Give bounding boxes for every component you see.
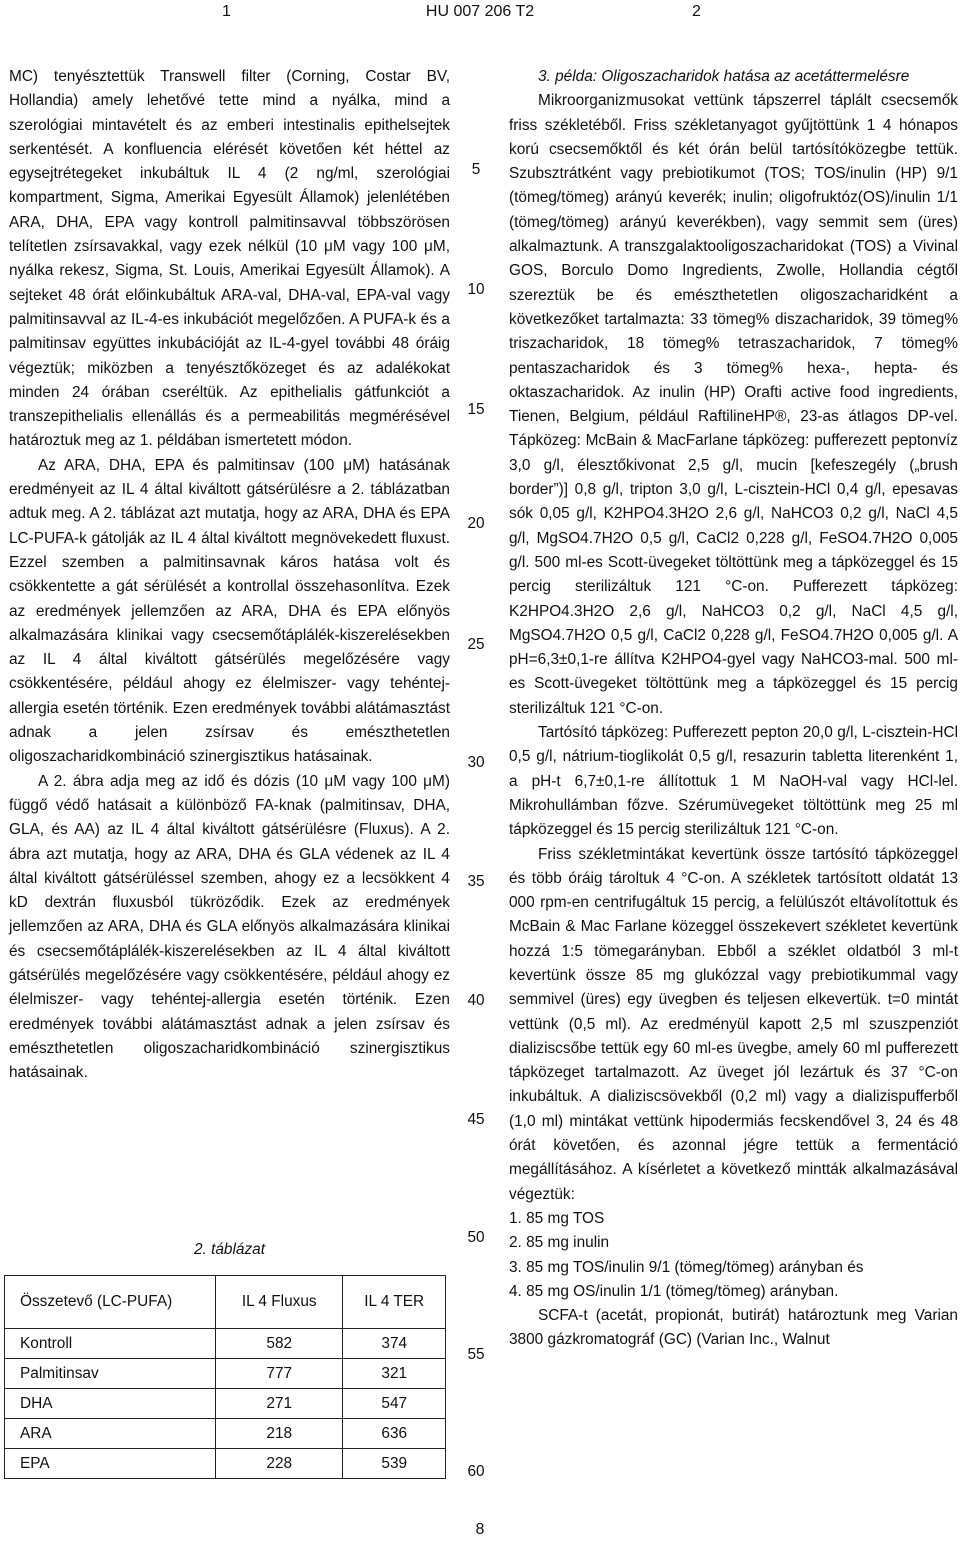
results-table: [4, 1275, 446, 1479]
list-item: 4. 85 mg OS/inulin 1/1 (tömeg/tömeg) arányban.: [509, 1282, 839, 1300]
table-cell: 228: [216, 1449, 343, 1479]
line-number: 15: [467, 401, 485, 418]
table-cell: EPA: [5, 1449, 216, 1479]
table-header: Összetevő (LC-PUFA): [5, 1276, 216, 1329]
line-number: 60: [467, 1463, 485, 1480]
right-paragraph-1: Mikroorganizmusokat vettünk tápszerrel táplált csecsemők friss székletéből. Friss székletanyagot gyűjtöttünk 1 4 hónapos korú csecsemőktől és két órán belül tartósítóközegbe tettük. Szubsztrátként vagy prebiotikumot (TOS; TOS/inulin (HP) 9/1 (tömeg/tömeg) arányú keverék; inulin; oligofruktóz(OS)/inulin 1/1 (tömeg/tömeg) arányú keverékben), vagy semmit sem (üres) alkalmaztunk. A transzgalaktooligoszacharidokat (TOS) a Vivinal GOS, Borculo Domo Ingredients, Zwolle, Hollandia cégtől szereztük be és emészthetetlen oligoszacharidként a következőket tartalmazta: 33 tömeg% diszacharidok, 39 tömeg% triszacharidok, 18 tömeg% tetraszacharidok, 7 tömeg% pentaszacharidok és 3 tömeg% hexa-, hepta- és oktaszacharidok. Az inulin (HP) Orafti active food ingredients, Tienen, Belgium, például RaftilineHP®, 23-as átlagos DP-vel. Tápközeg: McBain & MacFarlane tápközeg: pufferezett peptonvíz 3,0 g/l, élesztőkivonat 2,5 g/l, mucin [kefeszegély („brush border”)] 0,8 g/l, tripton 3,0 g/l, L-cisztein-HCl 0,4 g/l, epesavas sók 0,05 g/l, K2HPO4.3H2O 2,6 g/l, NaHCO3 0,2 g/l, NaCl 4,5 g/l, MgSO4.7H2O 0,5 g/l, CaCl2 0,228 g/l, FeSO4.7H2O 0,005 g/l. 500 ml-es Scott-üvegeket töltöttünk meg a tápközeggel és 15 percig sterilizáltuk 121 °C-on. Pufferezett tápközeg: K2HPO4.3H2O 2,6 g/l, NaHCO3 0,2 g/l, NaCl 4,5 g/l, MgSO4.7H2O 0,5 g/l, CaCl2 0,228 g/l, FeSO4.7H2O 0,005 g/l. A pH=6,3±0,1-re állítva K2HPO4-gyel vagy NaHCO3-mal. 500 ml-es Scott-üvegeket töltöttünk meg a tápközeggel és 15 percig sterilizáltuk 121 °C-on.: [509, 92, 958, 717]
table-row: [5, 1389, 446, 1419]
table-cell: Kontroll: [5, 1329, 216, 1359]
left-paragraph-3: A 2. ábra adja meg az idő és dózis (10 μM vagy 100 μM) függő védő hatásait a különböző FA-knak (palmitinsav, DHA, GLA, és AA) az IL 4 által kiváltott gátsérülésre (Fluxus). A 2. ábra azt mutatja, hogy az ARA, DHA és GLA védenek az IL 4 által kiváltott gátsérüléssel szemben, ahogy ez a lecsökkent 4 kD dextrán fluxusból tükröződik. Ezek az eredmények jellemzően az ARA, DHA és GLA előnyös alkalmazására klinikai és csecsemőtáplálék-kiszerelésekben az IL 4 által kiváltott gátsérülés megelőzésére vagy csökkentésére, például ahogy ez élelmiszer- vagy tehéntej-allergia esetén történik. Ezen eredmények további alátámasztást adnak a jelen zsírsav és emészthetetlen oligoszacharidkombináció szinergisztikus hatásainak.: [9, 772, 450, 1082]
table-header: IL 4 TER: [343, 1276, 446, 1329]
table-row: [5, 1329, 446, 1359]
list-item: 1. 85 mg TOS: [509, 1209, 605, 1227]
line-number: 30: [467, 754, 485, 771]
example-heading: 3. példa: Oligoszacharidok hatása az acetáttermelésre: [538, 68, 910, 85]
header-right-number: 2: [692, 3, 701, 20]
table-cell: 218: [216, 1419, 343, 1449]
line-number: 20: [467, 515, 485, 532]
header-left-number: 1: [222, 3, 231, 20]
line-numbers: [455, 0, 497, 1541]
table-cell: 547: [343, 1389, 446, 1419]
table-cell: 636: [343, 1419, 446, 1449]
line-number: 45: [467, 1111, 485, 1128]
table-cell: 321: [343, 1359, 446, 1389]
table-cell: 777: [216, 1359, 343, 1389]
left-paragraph-2: Az ARA, DHA, EPA és palmitinsav (100 μM) hatásának eredményeit az IL 4 által kiváltott gátsérülésre a 2. táblázatban adtuk meg. A 2. táblázat azt mutatja, hogy az ARA, DHA és EPA LC-PUFA-k gátolják az IL 4 által kiváltott megnövekedett fluxust. Ezzel szemben a palmitinsavnak káros hatása volt és csökkentette a gát sérülését a kontrollal összehasonlítva. Ezek az eredmények jellemzően az ARA, DHA és EPA előnyös alkalmazására klinikai vagy csecsemőtáplálék-kiszerelésekben az IL 4 által kiváltott gátsérülés megelőzésére vagy csökkentésére, például ahogy ez élelmiszer- vagy tehéntej-allergia esetén történik. Ezen eredmények további alátámasztást adnak a jelen zsírsav és emészthetetlen oligoszacharidkombináció szinergisztikus hatásainak.: [9, 456, 450, 766]
table-row: [5, 1449, 446, 1479]
line-number: 40: [467, 992, 485, 1009]
right-column: [509, 65, 958, 1353]
table-cell: DHA: [5, 1389, 216, 1419]
table-cell: 374: [343, 1329, 446, 1359]
table-cell: 582: [216, 1329, 343, 1359]
line-number: 5: [471, 161, 481, 178]
right-paragraph-4: SCFA-t (acetát, propionát, butirát) határoztunk meg Varian 3800 gázkromatográf (GC) (Varian Inc., Walnut: [509, 1307, 958, 1349]
table-cell: 271: [216, 1389, 343, 1419]
left-column: [9, 65, 450, 1085]
table-caption: 2. táblázat: [193, 1241, 266, 1258]
table-row: [5, 1359, 446, 1389]
left-paragraph-1: MC) tenyésztettük Transwell filter (Corning, Costar BV, Hollandia) amely lehetővé tette mind a nyálka, mind a szerológiai mintavételt és az emberi intestinalis epithelsejtek serkentését. A konfluencia elérését követően két héttel az egysejtrétegeket inkubáltuk IL 4 (2 ng/ml, szerológiai kompartment, Sigma, Amerikai Egyesült Államok) jelenlétében ARA, DHA, EPA vagy kontroll palmitinsavval többszörösen telítetlen zsírsavakkal, vagy ezek nélkül (10 μM vagy 100 μM, nyálka rekesz, Sigma, St. Louis, Amerikai Egyesült Államok). A sejteket 48 órát előinkubáltuk ARA-val, DHA-val, EPA-val vagy palmitinsavval az IL-4-es inkubációt megelőzően. A PUFA-k és a palmitinsav együttes inkubációját az IL-4-gyel további 48 óráig végeztük; miközben a tenyésztőközeget és az adalékokat minden 24 órában cseréltük. Az epithelialis gátfunkciót a transzepithelialis ellenállás és a permeabilitás megmérésével határoztuk meg az 1. példában ismertetett módon.: [9, 68, 450, 450]
list-item: 3. 85 mg TOS/inulin 9/1 (tömeg/tömeg) arányban és: [509, 1258, 864, 1276]
page-number: 8: [475, 1521, 485, 1538]
line-number: 10: [467, 281, 485, 298]
line-number: 50: [467, 1229, 485, 1246]
line-number: 55: [467, 1346, 485, 1363]
table-cell: ARA: [5, 1419, 216, 1449]
table-header: IL 4 Fluxus: [216, 1276, 343, 1329]
table-row: [5, 1419, 446, 1449]
line-number: 25: [467, 636, 485, 653]
header-title: HU 007 206 T2: [425, 3, 535, 20]
table-cell: Palmitinsav: [5, 1359, 216, 1389]
right-paragraph-2: Tartósító tápközeg: Pufferezett pepton 20,0 g/l, L-cisztein-HCl 0,5 g/l, nátrium-tioglikolát 0,5 g/l, resazurin tabletta literenként 1, a pH-t 6,7±0,1-re állítottuk 1 M NaOH-val vagy HCl-lel. Mikrohullámban főzve. Szérumüvegeket töltöttünk meg 25 ml tápközeggel és 15 percig sterilizáltuk 121 °C-on.: [509, 724, 958, 839]
table-cell: 539: [343, 1449, 446, 1479]
table-header-row: [5, 1276, 446, 1329]
list-item: 2. 85 mg inulin: [509, 1234, 610, 1252]
line-number: 35: [467, 873, 485, 890]
sample-list: [509, 1207, 958, 1304]
right-paragraph-3: Friss székletmintákat kevertünk össze tartósító tápközeggel és több óráig tároltuk 4 °C-on. A székletek tartósított oldatát 13 000 rpm-en centrifugáltuk 15 percig, a felülúszót eltávolítottuk és McBain & Mac Farlane közeggel összekevert székletet kevertünk hozzá 1:5 tömegarányban. Ebből a széklet oldatból 3 ml-t kevertünk össze 85 mg glukózzal vagy prebiotikummal vagy semmivel (üres) egy üvegben és teljesen elkevertük. t=0 mintát vettünk (0,5 ml). Az eredményül kapott 2,5 ml szuszpenziót dializiscsőbe tettük egy 60 ml-es üvegbe, amely 60 ml pufferezett tápközeget tartalmazott. Az üveget jól lezártuk és 37 °C-on inkubáltuk. A dializiscsövekből (0,2 ml) vagy a dializispufferből (1,0 ml) mintákat vettünk hipodermiás fecskendővel 3, 24 és 48 órát követően, és azonnal jégre tettük a fermentáció megállításához. A kísérletet a következő mintták alkalmazásával végeztük:: [509, 845, 958, 1203]
